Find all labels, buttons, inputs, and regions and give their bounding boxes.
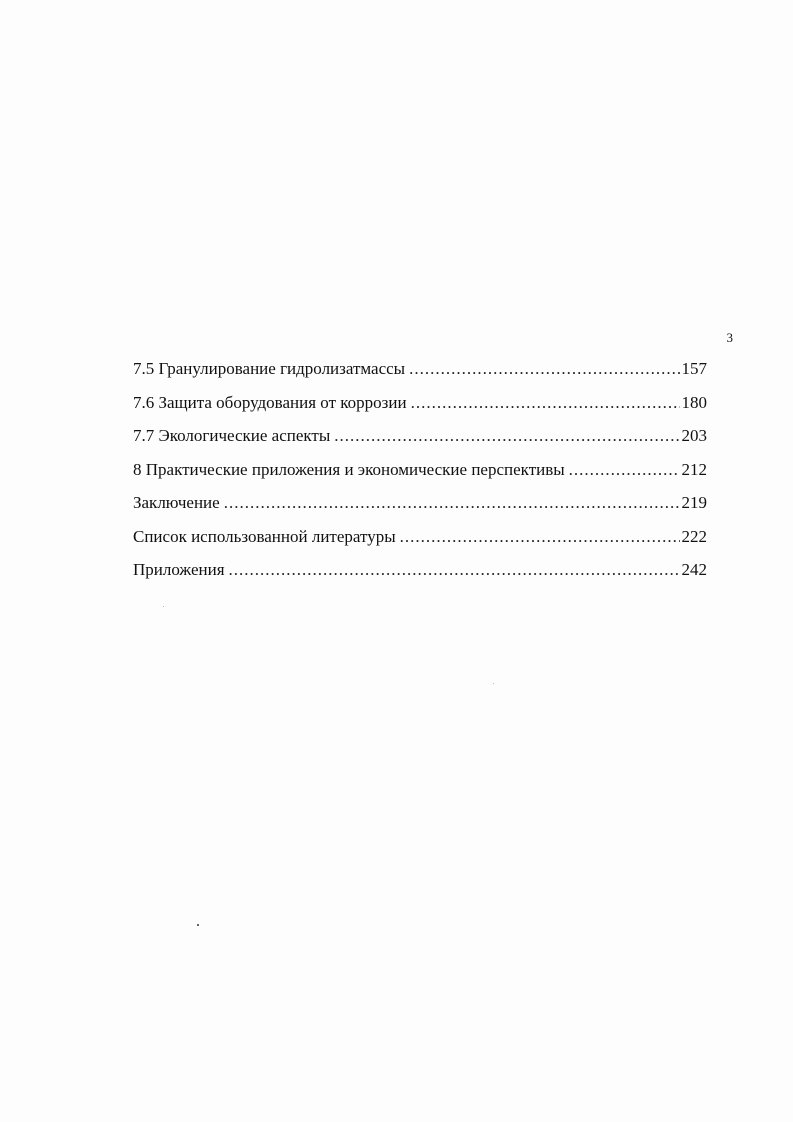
toc-entry-title: Список использованной литературы — [133, 526, 396, 546]
scan-speck — [197, 924, 199, 926]
toc-entry — [133, 526, 707, 560]
toc-entry-page: 212 — [681, 459, 707, 479]
toc-dot-leader — [411, 392, 680, 414]
toc-entry — [133, 358, 707, 392]
toc-entry-page: 180 — [681, 392, 707, 412]
toc-entry-page: 157 — [681, 359, 707, 378]
toc-dot-leader — [334, 425, 679, 447]
page-number: 3 — [726, 330, 733, 345]
toc-entry-title: 8 Практические приложения и экономические перспективы — [133, 459, 565, 479]
toc-entry-title: Заключение — [133, 493, 220, 512]
toc-entry-page: 222 — [681, 526, 707, 546]
toc-entry — [133, 425, 707, 459]
toc-dot-leader — [569, 459, 680, 481]
scan-speck — [493, 683, 494, 684]
toc-entry-title: Приложения — [133, 560, 225, 579]
toc-entry — [133, 492, 707, 526]
toc-dot-leader — [229, 559, 680, 581]
toc-dot-leader — [224, 492, 680, 514]
toc-dot-leader — [400, 526, 680, 548]
toc-entry-title: 7.6 Защита оборудования от коррозии — [133, 392, 407, 412]
table-of-contents — [133, 358, 707, 593]
toc-entry — [133, 392, 707, 426]
toc-entry-title: 7.5 Гранулирование гидролизатмассы — [133, 359, 406, 378]
toc-entry — [133, 459, 707, 493]
toc-entry-page: 219 — [681, 493, 707, 512]
toc-entry-page: 242 — [681, 560, 707, 579]
toc-entry-title: 7.7 Экологические аспекты — [133, 426, 331, 445]
scan-speck — [163, 606, 164, 607]
toc-entry-page: 203 — [681, 426, 707, 445]
toc-entry — [133, 559, 707, 593]
toc-dot-leader — [409, 358, 679, 380]
